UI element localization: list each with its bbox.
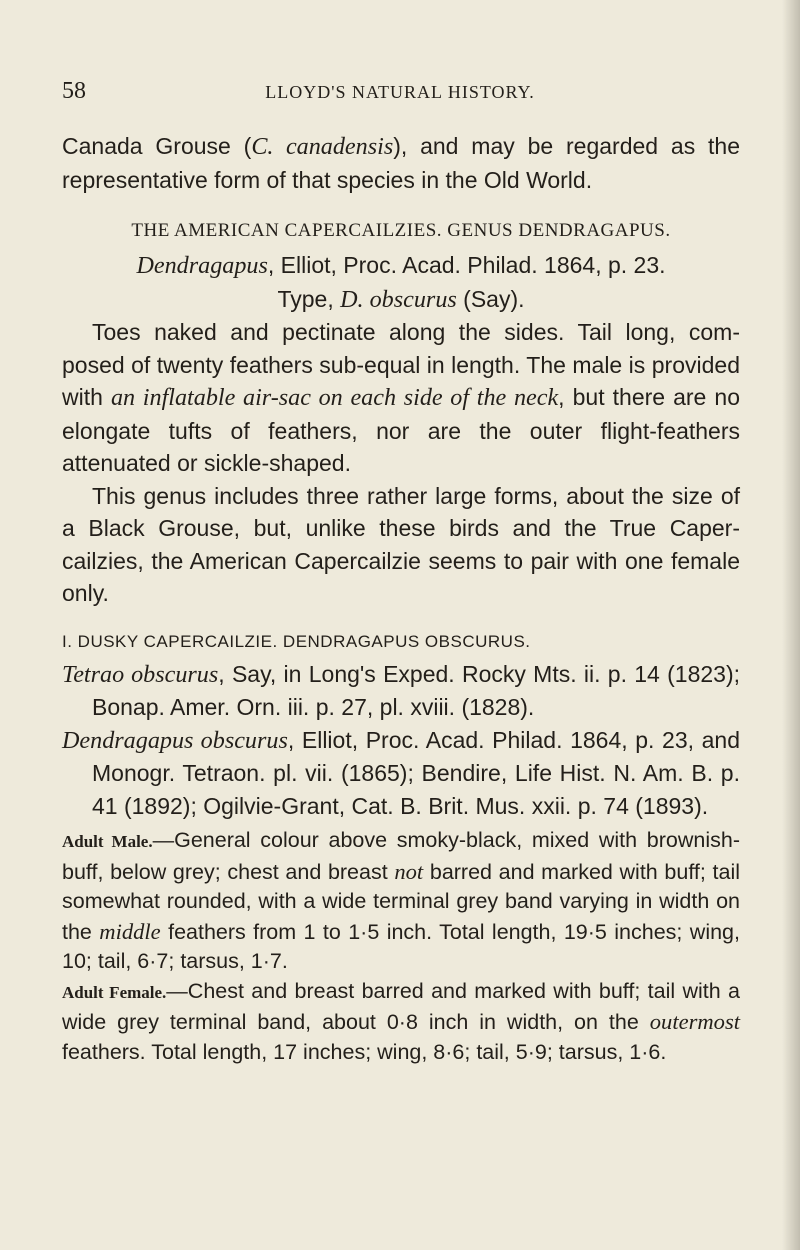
female-description <box>62 977 740 1068</box>
male-emphasis-2: middle <box>99 918 161 944</box>
male-text-1: —General colour above smoky-black, mixed with brownish-buff, below grey; chest and breast <box>62 828 740 884</box>
synonym-1-name: Tetrao obscurus <box>62 660 219 688</box>
genus-reference-text: , Elliot, Proc. Acad. Philad. 1864, p. 23. <box>267 252 666 278</box>
page-body <box>62 130 740 1067</box>
male-text-2: barred and marked with buff; tail somewhat rounded, with a wide terminal grey band varying in width on the <box>62 859 740 944</box>
intro-text-end: ), and may be regarded as the representative form of that species in the Old World. <box>62 133 740 193</box>
page-edge-shadow <box>782 0 800 1250</box>
page-number: 58 <box>62 78 86 104</box>
synonym-2-name: Dendragapus obscurus <box>62 726 288 754</box>
running-title: LLOYD'S NATURAL HISTORY. <box>265 82 535 102</box>
intro-paragraph <box>62 130 740 196</box>
type-label: Type, <box>277 285 341 312</box>
genus-type <box>62 283 740 317</box>
male-emphasis-1: not <box>394 858 424 884</box>
genus-desc-emphasis: an inflatable air-sac on each side of the neck <box>110 384 559 411</box>
genus-desc-text: Toes naked and pectinate along the sides. Tail long, com- posed of twenty feathers sub-equal in length. The male is provided with <box>62 319 740 410</box>
intro-species-name: C. canadensis <box>251 133 394 160</box>
synonym-1 <box>62 658 740 724</box>
synonym-2 <box>62 724 740 823</box>
genus-heading: THE AMERICAN CAPERCAILZIES. GENUS DENDRAGAPUS. <box>131 220 671 241</box>
type-author: (Say). <box>456 285 525 312</box>
synonym-1-refs: , Say, in Long's Exped. Rocky Mts. ii. p. 14 (1823); Bonap. Amer. Orn. iii. p. 27, pl. xviii. (1828). <box>92 660 740 720</box>
female-text-1: —Chest and breast barred and marked with buff; tail with a wide grey terminal band, about 0·8 inch in width, on the <box>62 978 740 1034</box>
male-text-3: feathers from 1 to 1·5 inch. Total length, 19·5 inches; wing, 10; tail, 6·7; tarsus, 1·7. <box>62 919 740 973</box>
synonym-2-refs: , Elliot, Proc. Acad. Philad. 1864, p. 23, and Monogr. Tetraon. pl. vii. (1865); Bendire, Life Hist. N. Am. B. p. 41 (1892); Ogilvie-Grant, Cat. B. Brit. Mus. xxii. p. 74 (1893). <box>92 726 741 819</box>
species-heading: I. DUSKY CAPERCAILZIE. DENDRAGAPUS OBSCURUS. <box>62 631 531 651</box>
female-label: Adult Female. <box>62 982 167 1002</box>
type-species: D. obscurus <box>340 285 457 313</box>
male-description <box>62 826 740 977</box>
intro-text: Canada Grouse ( <box>62 133 252 159</box>
genus-description <box>62 316 740 480</box>
genus-desc-text-end: , but there are no elongate tufts of feathers, nor are the outer flight-feathers attenuated or sickle-shaped. <box>62 384 740 476</box>
genus-note: This genus includes three rather large forms, about the size of a Black Grouse, but, unlike these birds and the True Caper-cailzies, the American Capercailzie seems to pair with one female only. <box>62 482 740 606</box>
male-label: Adult Male. <box>62 832 153 851</box>
genus-reference <box>62 249 740 283</box>
female-emphasis: outermost <box>649 1009 740 1034</box>
page-header <box>62 78 738 108</box>
female-text-2: feathers. Total length, 17 inches; wing, 8·6; tail, 5·9; tarsus, 1·6. <box>62 1039 667 1064</box>
genus-name: Dendragapus <box>136 252 268 279</box>
